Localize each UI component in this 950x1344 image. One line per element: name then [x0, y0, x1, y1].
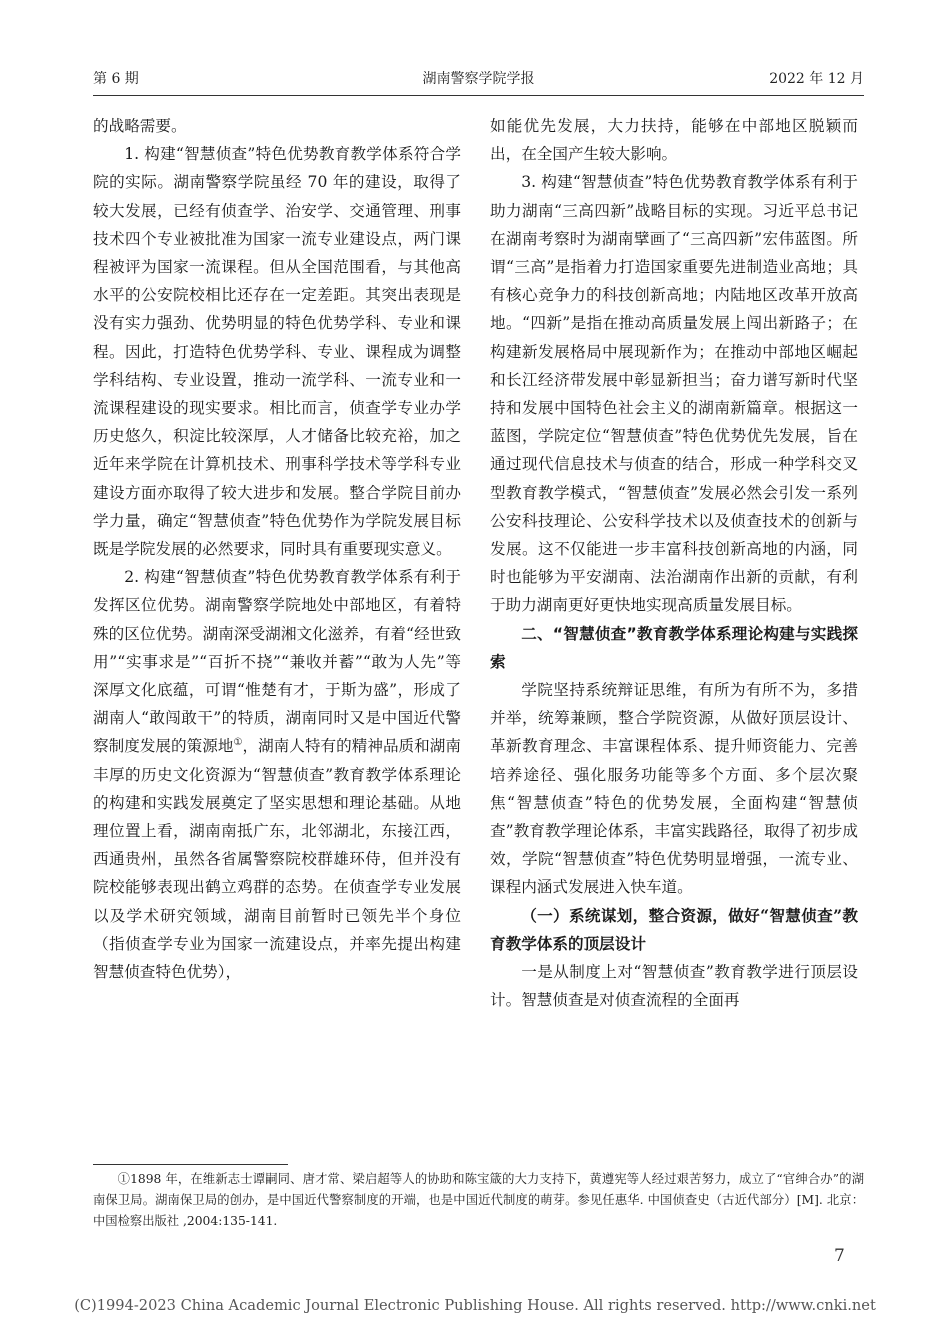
journal-title: 湖南警察学院学报 [422, 71, 535, 87]
footnote: ①1898 年，在维新志士谭嗣同、唐才常、梁启超等人的协助和陈宝箴的大力支持下，黄遵宪等人经过艰苦努力，成立了“官绅合办”的湖南保卫局。湖南保卫局的创办，是中国近代警察制度的开端，也是中国近代制度的萌芽。参见任惠华. 中国侦查史（古近代部分）[M]. 北京：中国检察出版社 ,2004:135-141. [93, 1172, 864, 1228]
header-rule [93, 95, 864, 96]
paragraph: 一是从制度上对“智慧侦查”教育教学进行顶层设计。智慧侦查是对侦查流程的全面再 [490, 963, 858, 1010]
footnote-rule [93, 1164, 288, 1165]
copyright-line: (C)1994-2023 China Academic Journal Electronic Publishing House. All rights reserved. http://www.cnki.net [74, 1297, 876, 1314]
paragraph: 的战略需要。 [93, 117, 187, 135]
issue-date: 2022 年 12 月 [769, 71, 864, 87]
section-heading: 二、“智慧侦查”教育教学体系理论构建与实践探索 [490, 624, 858, 671]
paragraph-text: ，湖南人特有的精神品质和湖南丰厚的历史文化资源为“智慧侦查”教育教学体系理论的构建和实践发展奠定了坚实思想和理论基础。从地理位置上看，湖南南抵广东，北邻湖北，东接江西，西通贵州，虽然各省属警察院校群雄环侍，但并没有院校能够表现出鹤立鸡群的态势。在侦查学专业发展以及学术研究领域，湖南目前暂时已领先半个身位（指侦查学专业为国家一流建设点，并率先提出构建智慧侦查特色优势）， [93, 737, 461, 982]
paragraph: 学院坚持系统辩证思维，有所为有所不为，多措并举，统筹兼顾，整合学院资源，从做好顶层设计、革新教育理念、丰富课程体系、提升师资能力、完善培养途径、强化服务功能等多个方面、多个层次聚焦“智慧侦查”特色的优势发展，全面构建“智慧侦查”教育教学理论体系，丰富实践路径，取得了初步成效，学院“智慧侦查”特色优势明显增强，一流专业、课程内涵式发展进入快车道。 [490, 681, 858, 897]
paragraph: 如能优先发展，大力扶持，能够在中部地区脱颖而出，在全国产生较大影响。 [490, 117, 858, 164]
left-column [93, 112, 461, 986]
paragraph: 3. 构建“智慧侦查”特色优势教育教学体系有利于助力湖南“三高四新”战略目标的实现。习近平总书记在湖南考察时为湖南擘画了“三高四新”宏伟蓝图。所谓“三高”是指着力打造国家重要先进制造业高地；具有核心竞争力的科技创新高地；内陆地区改革开放高地。“四新”是指在推动高质量发展上闯出新路子；在构建新发展格局中展现新作为；在推动中部地区崛起和长江经济带发展中彰显新担当；奋力谱写新时代坚持和发展中国特色社会主义的湖南新篇章。根据这一蓝图，学院定位“智慧侦查”特色优势优先发展，旨在通过现代信息技术与侦查的结合，形成一种学科交叉型教育教学模式，“智慧侦查”发展必然会引发一系列公安科技理论、公安科学技术以及侦查技术的创新与发展。这不仅能进一步丰富科技创新高地的内涵，同时也能够为平安湖南、法治湖南作出新的贡献，有利于助力湖南更好更快地实现高质量发展目标。 [490, 173, 858, 615]
issue-number: 第 6 期 [93, 71, 139, 87]
subsection-heading: （一）系统谋划，整合资源，做好“智慧侦查”教育教学体系的顶层设计 [490, 905, 858, 953]
footnote-marker[interactable]: ① [233, 737, 243, 749]
right-column [490, 112, 858, 1015]
running-header [93, 68, 864, 90]
paragraph [93, 563, 461, 986]
paragraph: 1. 构建“智慧侦查”特色优势教育教学体系符合学院的实际。湖南警察学院虽经 70 年的建设，取得了较大发展，已经有侦查学、治安学、交通管理、刑事技术四个专业被批准为国家一流专业建设点，两门课程被评为国家一流课程。但从全国范围看，与其他高水平的公安院校相比还存在一定差距。其突出表现是没有实力强劲、优势明显的特色优势学科、专业和课程。因此，打造特色优势学科、专业、课程成为调整学科结构、专业设置，推动一流学科、一流专业和一流课程建设的现实要求。相比而言，侦查学专业办学历史悠久，积淀比较深厚，人才储备比较充裕，加之近年来学院在计算机技术、刑事科学技术等学科专业建设方面亦取得了较大进步和发展。整合学院目前办学力量，确定“智慧侦查”特色优势作为学院发展目标既是学院发展的必然要求，同时具有重要现实意义。 [93, 145, 461, 559]
page-number: 7 [834, 1246, 845, 1266]
paragraph-text: 2. 构建“智慧侦查”特色优势教育教学体系有利于发挥区位优势。湖南警察学院地处中部地区，有着特殊的区位优势。湖南深受湖湘文化滋养，有着“经世致用”“实事求是”“百折不挠”“兼收并蓄”“敢为人先”等深厚文化底蕴，可谓“惟楚有才，于斯为盛”，形成了湖南人“敢闯敢干”的特质，湖南同时又是中国近代警察制度发展的策源地 [93, 568, 461, 756]
